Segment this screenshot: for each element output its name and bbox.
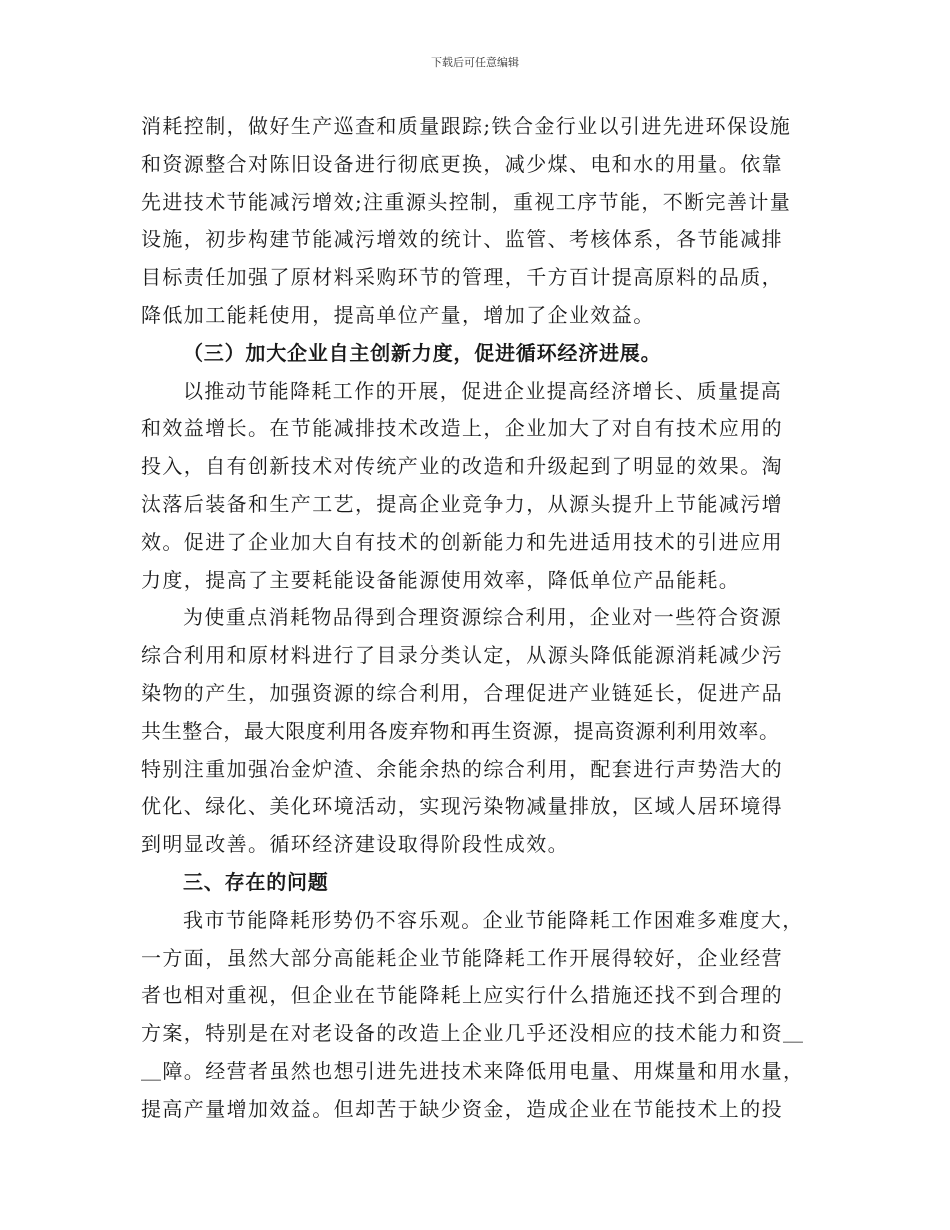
paragraph-line: 综合利用和原材料进行了目录分类认定，从源头降低能源消耗减少污 — [141, 643, 783, 668]
page-header-note: 下载后可任意编辑 — [431, 56, 519, 69]
paragraph-line: 和效益增长。在节能减排技术改造上，企业加大了对自有技术应用的 — [141, 416, 783, 441]
paragraph-line: 我市节能降耗形势仍不容乐观。企业节能降耗工作困难多难度大， — [183, 907, 804, 932]
paragraph-line: 一方面，虽然大部分高能耗企业节能降耗工作开展得较好，企业经营 — [141, 945, 783, 970]
paragraph-line: 共生整合，最大限度利用各废弃物和再生资源，提高资源利利用效率。 — [141, 718, 780, 743]
paragraph-line: 特别注重加强冶金炉渣、余能余热的综合利用，配套进行声势浩大的 — [141, 756, 783, 781]
paragraph-line: 设施，初步构建节能减污增效的统计、监管、考核体系，各节能减排 — [141, 227, 783, 252]
paragraph-line: 降低加工能耗使用，提高单位产量，增加了企业效益。 — [141, 302, 655, 327]
paragraph-line: 投入，自有创新技术对传统产业的改造和升级起到了明显的效果。淘 — [141, 454, 783, 479]
paragraph-line: 到明显改善。循环经济建设取得阶段性成效。 — [141, 832, 569, 857]
paragraph-line: 力度，提高了主要耗能设备能源使用效率，降低单位产品能耗。 — [141, 567, 741, 592]
document-body — [141, 108, 821, 1129]
paragraph-line: 以推动节能降耗工作的开展，促进企业提高经济增长、质量提高 — [183, 378, 783, 403]
paragraph-line: ＿障。经营者虽然也想引进先进技术来降低用电量、用煤量和用水量， — [141, 1058, 805, 1083]
paragraph-line: 提高产量增加效益。但却苦于缺少资金，造成企业在节能技术上的投 — [141, 1096, 783, 1121]
paragraph-line: 和资源整合对陈旧设备进行彻底更换，减少煤、电和水的用量。依靠 — [141, 151, 783, 176]
paragraph-line: 者也相对重视，但企业在节能降耗上应实行什么措施还找不到合理的 — [141, 983, 783, 1008]
section-heading: 三、存在的问题 — [183, 869, 329, 894]
section-heading: （三）加大企业自主创新力度，促进循环经济进展。 — [183, 340, 662, 365]
paragraph-line: 方案，特别是在对老设备的改造上企业几乎还没相应的技术能力和资＿ — [141, 1021, 805, 1046]
paragraph-line: 消耗控制，做好生产巡查和质量跟踪;铁合金行业以引进先进环保设施 — [141, 114, 792, 138]
paragraph-line: 优化、绿化、美化环境活动，实现污染物减量排放，区域人居环境得 — [141, 794, 783, 819]
paragraph-line: 为使重点消耗物品得到合理资源综合利用，企业对一些符合资源 — [183, 605, 783, 630]
paragraph-line: 目标责任加强了原材料采购环节的管理，千方百计提高原料的品质， — [141, 265, 783, 290]
paragraph-line: 汰落后装备和生产工艺，提高企业竞争力，从源头提升上节能减污增 — [141, 491, 783, 516]
paragraph-line: 染物的产生，加强资源的综合利用，合理促进产业链延长，促进产品 — [141, 680, 783, 705]
paragraph-line: 先进技术节能减污增效;注重源头控制，重视工序节能，不断完善计量 — [141, 189, 792, 214]
paragraph-line: 效。促进了企业加大自有技术的创新能力和先进适用技术的引进应用 — [141, 529, 783, 554]
